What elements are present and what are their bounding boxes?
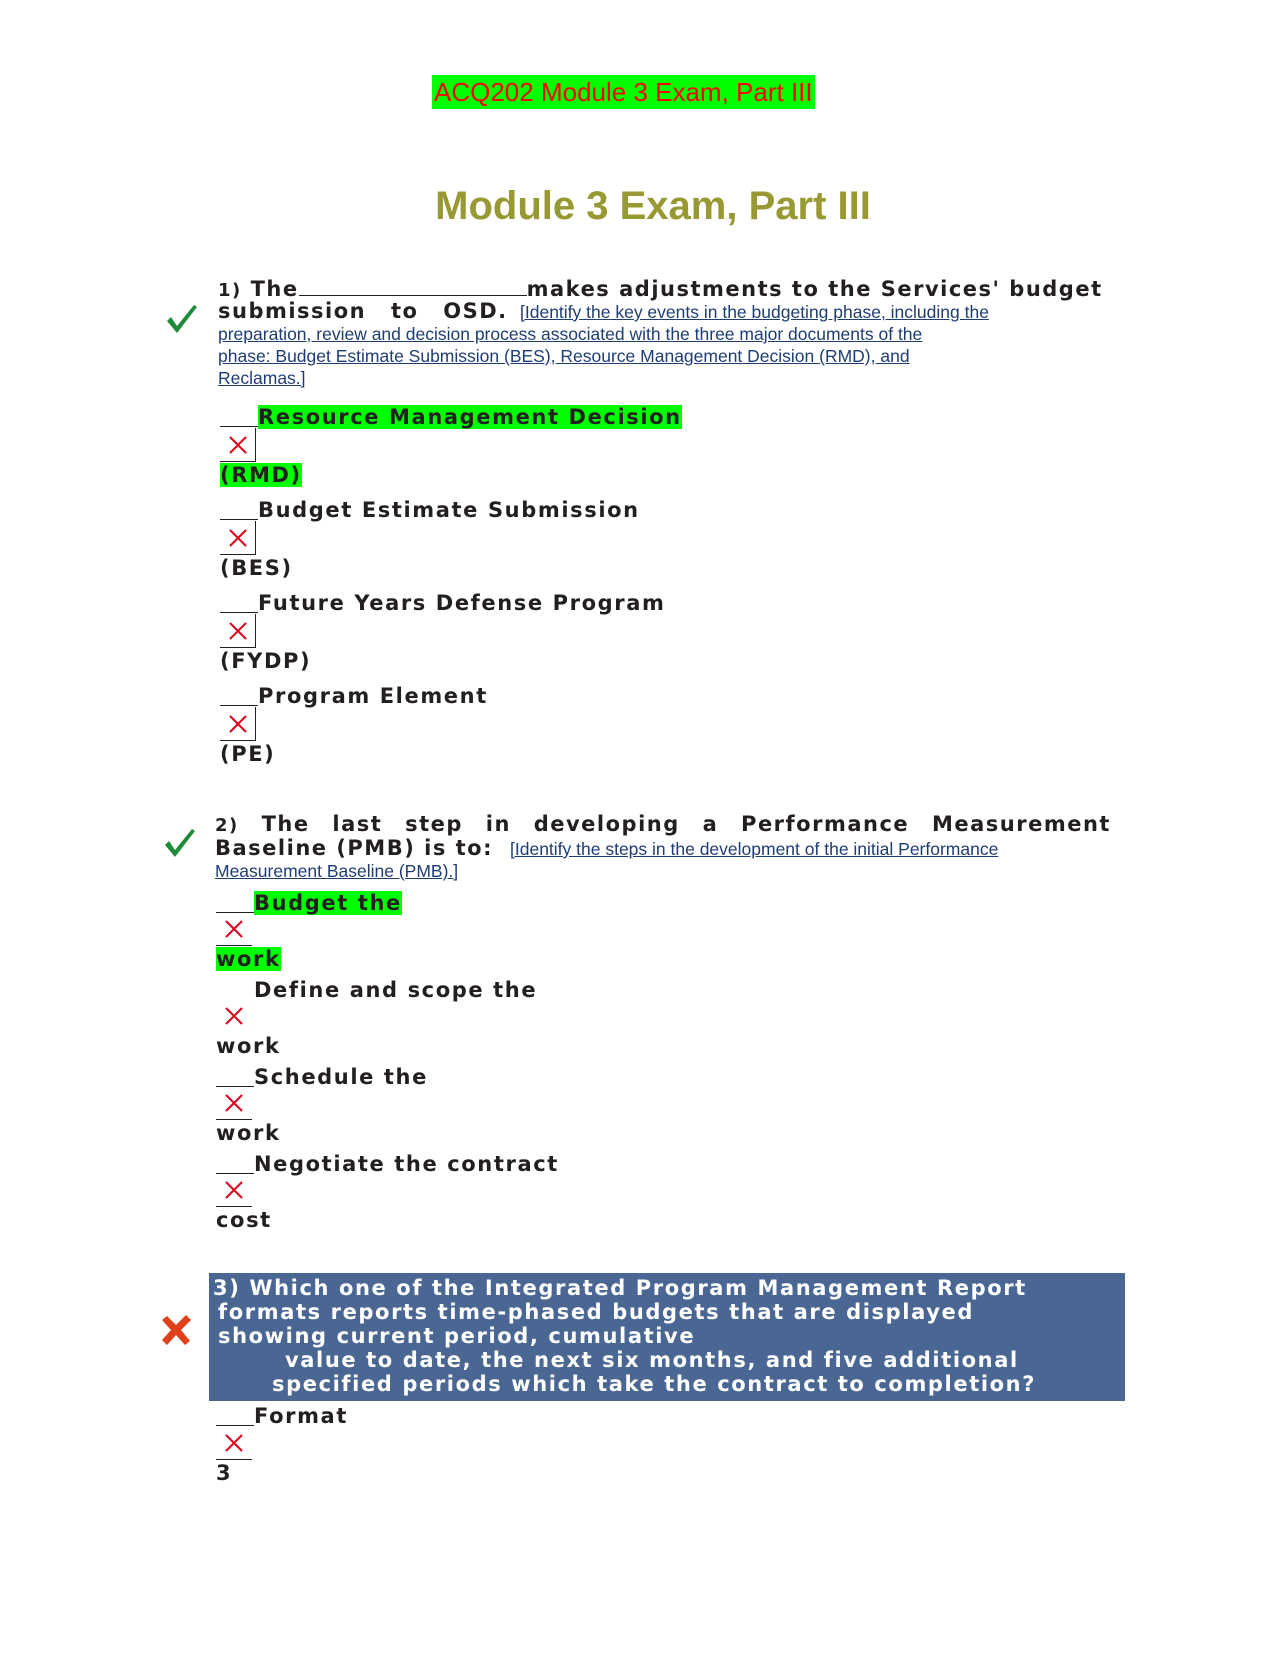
question-text: formats reports time-phased budgets that are displayed — [218, 1300, 974, 1324]
question-text: makes adjustments to the Services' budget — [526, 277, 1103, 301]
option-label-cont: 3 — [216, 1461, 233, 1485]
learning-objective-link[interactable]: phase: Budget Estimate Submission (BES), Resource Management Decision (RMD), and — [218, 346, 910, 366]
option-label: Schedule the — [254, 1065, 428, 1089]
question-2-line2: Baseline (PMB) is to: — [215, 836, 493, 860]
cross-icon — [158, 1312, 194, 1348]
question-2-stem — [215, 812, 1111, 838]
option-label: Define and scope the — [254, 978, 538, 1002]
answer-underscore — [220, 683, 258, 706]
option-label: Negotiate the contract — [254, 1152, 559, 1176]
question-text: specified periods which take the contract to completion? — [272, 1372, 1036, 1396]
option-label-cont: (RMD) — [220, 463, 302, 487]
question-text: value to date, the next six months, and five additional — [285, 1348, 1019, 1372]
option-label-cont: (BES) — [220, 556, 293, 580]
question-1-line2: submission to OSD. — [218, 299, 508, 323]
x-mark-icon — [228, 435, 248, 455]
x-mark-icon — [224, 1180, 244, 1200]
option-checkbox[interactable] — [216, 1426, 252, 1460]
option-label-cont: work — [216, 947, 281, 971]
option-checkbox[interactable] — [216, 999, 252, 1033]
option-label-cont: work — [216, 1034, 281, 1058]
x-mark-icon — [224, 1433, 244, 1453]
option-checkbox[interactable] — [220, 521, 256, 555]
exam-banner: ACQ202 Module 3 Exam, Part III — [434, 77, 813, 107]
x-mark-icon — [224, 1006, 244, 1026]
learning-objective-link[interactable]: [Identify the steps in the development of the initial Performance — [510, 839, 999, 859]
option-label: Budget the — [254, 891, 402, 915]
option-label-cont: work — [216, 1121, 281, 1145]
learning-objective-link[interactable]: [Identify the key events in the budgeting phase, including the — [520, 302, 989, 322]
option-checkbox[interactable] — [216, 1086, 252, 1120]
x-mark-icon — [224, 919, 244, 939]
option-label: Program Element — [258, 684, 488, 708]
question-number: 2) — [215, 815, 239, 836]
question-text: The — [250, 277, 299, 301]
option-checkbox[interactable] — [220, 614, 256, 648]
question-3-stem — [209, 1273, 1125, 1401]
answer-underscore — [220, 497, 258, 520]
learning-objective-link[interactable]: preparation, review and decision process associated with the three major documents of the — [218, 324, 923, 344]
question-text: The last step in developing a Performance Measurement — [261, 812, 1111, 836]
answer-underscore — [216, 1151, 254, 1174]
option-label-cont: (FYDP) — [220, 649, 312, 673]
answer-underscore — [216, 1403, 254, 1426]
answer-underscore — [216, 1064, 254, 1087]
x-mark-icon — [228, 528, 248, 548]
answer-underscore — [216, 890, 254, 913]
x-mark-icon — [224, 1093, 244, 1113]
option-label: Format — [254, 1404, 348, 1428]
page-title: Module 3 Exam, Part III — [435, 184, 871, 228]
x-mark-icon — [228, 621, 248, 641]
learning-objective-link[interactable]: Reclamas.] — [218, 368, 306, 388]
answer-blank — [299, 275, 527, 296]
question-number: 3) — [213, 1276, 241, 1300]
checkmark-icon — [162, 826, 198, 862]
answer-underscore — [220, 404, 258, 427]
option-label: Budget Estimate Submission — [258, 498, 640, 522]
option-label: Future Years Defense Program — [258, 591, 666, 615]
question-text: Which one of the Integrated Program Management Report — [249, 1276, 1027, 1300]
option-label-cont: (PE) — [220, 742, 276, 766]
x-mark-icon — [228, 714, 248, 734]
option-checkbox[interactable] — [216, 1173, 252, 1207]
checkmark-icon — [164, 302, 200, 338]
question-number: 1) — [218, 280, 242, 301]
option-label: Resource Management Decision — [258, 405, 682, 429]
learning-objective-link[interactable]: Measurement Baseline (PMB).] — [215, 861, 459, 881]
option-checkbox[interactable] — [220, 707, 256, 741]
option-checkbox[interactable] — [220, 428, 256, 462]
option-checkbox[interactable] — [216, 912, 252, 946]
answer-underscore — [220, 590, 258, 613]
question-text: showing current period, cumulative — [218, 1324, 696, 1348]
option-label-cont: cost — [216, 1208, 272, 1232]
